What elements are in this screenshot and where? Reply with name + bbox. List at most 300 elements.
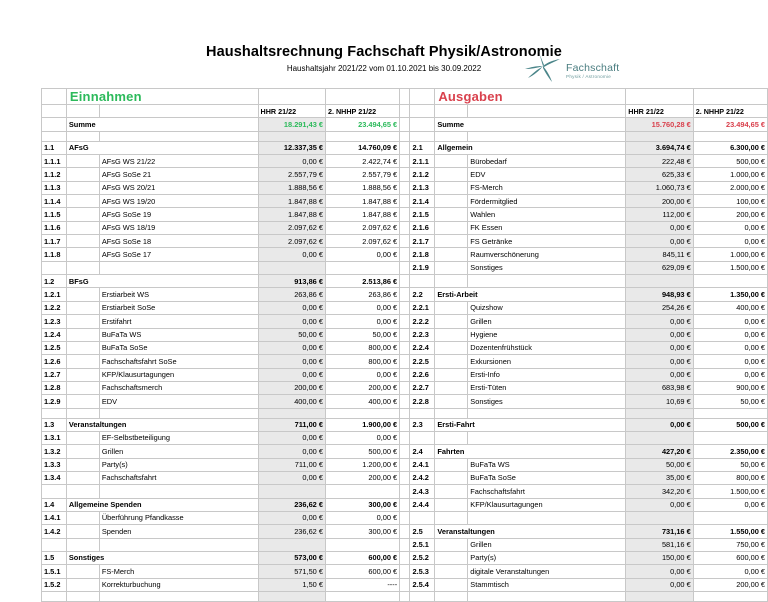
expenses-item-label: FS-Merch bbox=[468, 181, 626, 194]
income-spacer-cell bbox=[42, 592, 67, 602]
income-spacer-cell bbox=[99, 592, 258, 602]
column-gap bbox=[400, 155, 410, 168]
expenses-group-cell bbox=[435, 471, 468, 484]
expenses-item-label: Stammtisch bbox=[468, 578, 626, 591]
expenses-row-id: 2.5.1 bbox=[410, 538, 435, 551]
income-nhhp-value: 0,00 € bbox=[325, 368, 399, 381]
column-gap bbox=[400, 552, 410, 565]
income-hhr-value: 1.847,88 € bbox=[258, 195, 325, 208]
income-group-label: Sonstiges bbox=[66, 552, 258, 565]
table-row bbox=[42, 431, 768, 444]
income-hhr-value: 0,00 € bbox=[258, 445, 325, 458]
income-nhhp-value: 50,00 € bbox=[325, 328, 399, 341]
column-gap bbox=[400, 525, 410, 538]
income-spacer-cell bbox=[66, 485, 99, 498]
table-row bbox=[42, 141, 768, 154]
expenses-group-label: Veranstaltungen bbox=[435, 525, 626, 538]
income-hhr-value: 200,00 € bbox=[258, 381, 325, 394]
income-row-id: 1.2.5 bbox=[42, 341, 67, 354]
expenses-row-id: 2.2 bbox=[410, 288, 435, 301]
column-gap bbox=[400, 485, 410, 498]
income-row-id: 1.2.8 bbox=[42, 381, 67, 394]
summary-row bbox=[42, 118, 768, 131]
expenses-hhr-value: 0,00 € bbox=[626, 328, 693, 341]
income-hhr-header: HHR 21/22 bbox=[258, 105, 325, 118]
table-row bbox=[42, 418, 768, 431]
expenses-group-cell bbox=[435, 355, 468, 368]
income-row-id: 1.1.7 bbox=[42, 235, 67, 248]
table-row bbox=[42, 315, 768, 328]
expenses-hhr-value: 50,00 € bbox=[626, 458, 693, 471]
income-row-id: 1.2.3 bbox=[42, 315, 67, 328]
income-row-id: 1.5 bbox=[42, 552, 67, 565]
expenses-item-label: Party(s) bbox=[468, 552, 626, 565]
expenses-nhhp-value: 200,00 € bbox=[693, 208, 767, 221]
expenses-item-label: Fördermitglied bbox=[468, 195, 626, 208]
income-nhhp-value: 300,00 € bbox=[325, 498, 399, 511]
income-nhhp-value: 2.097,62 € bbox=[325, 221, 399, 234]
expenses-group-cell bbox=[435, 341, 468, 354]
income-hhr-value: 400,00 € bbox=[258, 395, 325, 408]
expenses-spacer-cell bbox=[693, 431, 767, 444]
income-hhr-value: 1.888,56 € bbox=[258, 181, 325, 194]
expenses-group-label: Fahrten bbox=[435, 445, 626, 458]
income-group-cell bbox=[66, 301, 99, 314]
income-nhhp-value: 1.847,88 € bbox=[325, 195, 399, 208]
budget-sheet bbox=[41, 88, 768, 602]
column-gap bbox=[400, 395, 410, 408]
expenses-hhr-value: 948,93 € bbox=[626, 288, 693, 301]
income-summary-label: Summe bbox=[66, 118, 258, 131]
income-hhr-value: 711,00 € bbox=[258, 418, 325, 431]
expenses-spacer-cell bbox=[435, 275, 468, 288]
expenses-hhr-value: 629,09 € bbox=[626, 261, 693, 274]
income-hhr-value: 263,86 € bbox=[258, 288, 325, 301]
expenses-spacer-cell bbox=[626, 431, 693, 444]
expenses-row-id: 2.1.4 bbox=[410, 195, 435, 208]
expenses-group-cell bbox=[435, 315, 468, 328]
income-spacer-cell bbox=[325, 538, 399, 551]
spacer-cell bbox=[325, 89, 399, 105]
expenses-summary-hhr: 15.760,28 € bbox=[626, 118, 693, 131]
income-group-cell bbox=[66, 328, 99, 341]
income-row-id: 1.1.4 bbox=[42, 195, 67, 208]
spacer-cell bbox=[258, 89, 325, 105]
income-spacer-cell bbox=[325, 485, 399, 498]
income-hhr-value: 0,00 € bbox=[258, 155, 325, 168]
expenses-item-label: Bürobedarf bbox=[468, 155, 626, 168]
expenses-row-id: 2.4 bbox=[410, 445, 435, 458]
income-hhr-value: 913,86 € bbox=[258, 275, 325, 288]
column-gap bbox=[400, 315, 410, 328]
income-hhr-value: 0,00 € bbox=[258, 431, 325, 444]
expenses-item-label: FK Essen bbox=[468, 221, 626, 234]
income-group-cell bbox=[66, 431, 99, 444]
expenses-spacer-cell bbox=[435, 511, 468, 524]
spacer-cell bbox=[42, 89, 67, 105]
table-row bbox=[42, 275, 768, 288]
expenses-nhhp-value: 50,00 € bbox=[693, 395, 767, 408]
table-row bbox=[42, 181, 768, 194]
expenses-group-cell bbox=[435, 578, 468, 591]
income-hhr-value: 0,00 € bbox=[258, 301, 325, 314]
expenses-nhhp-value: 900,00 € bbox=[693, 381, 767, 394]
table-row bbox=[42, 261, 768, 274]
income-spacer-cell bbox=[66, 538, 99, 551]
income-hhr-value: 0,00 € bbox=[258, 315, 325, 328]
income-group-cell bbox=[66, 578, 99, 591]
income-item-label: BuFaTa SoSe bbox=[99, 341, 258, 354]
income-hhr-value: 1,50 € bbox=[258, 578, 325, 591]
table-row bbox=[42, 498, 768, 511]
income-summary-nhhp: 23.494,65 € bbox=[325, 118, 399, 131]
expenses-item-label: FS Getränke bbox=[468, 235, 626, 248]
spacer-cell bbox=[42, 105, 67, 118]
expenses-row-id: 2.1.8 bbox=[410, 248, 435, 261]
expenses-nhhp-value: 0,00 € bbox=[693, 341, 767, 354]
income-nhhp-value: 2.422,74 € bbox=[325, 155, 399, 168]
income-spacer-cell bbox=[325, 261, 399, 274]
expenses-hhr-value: 254,26 € bbox=[626, 301, 693, 314]
table-row bbox=[42, 565, 768, 578]
income-spacer-cell bbox=[258, 485, 325, 498]
income-group-cell bbox=[66, 511, 99, 524]
expenses-hhr-value: 0,00 € bbox=[626, 498, 693, 511]
budget-table bbox=[41, 88, 768, 602]
expenses-spacer-cell bbox=[693, 592, 767, 602]
income-spacer-cell bbox=[258, 261, 325, 274]
income-group-cell bbox=[66, 445, 99, 458]
column-gap bbox=[400, 328, 410, 341]
income-spacer-cell bbox=[66, 592, 99, 602]
expenses-hhr-value: 112,00 € bbox=[626, 208, 693, 221]
column-gap bbox=[400, 445, 410, 458]
spacer-cell bbox=[410, 131, 435, 141]
expenses-nhhp-value: 750,00 € bbox=[693, 538, 767, 551]
income-row-id: 1.1.1 bbox=[42, 155, 67, 168]
expenses-group-cell bbox=[435, 208, 468, 221]
fachschaft-logo bbox=[521, 47, 621, 87]
income-row-id: 1.2.1 bbox=[42, 288, 67, 301]
column-gap bbox=[400, 168, 410, 181]
table-row bbox=[42, 168, 768, 181]
table-row bbox=[42, 301, 768, 314]
expenses-item-label: BuFaTa SoSe bbox=[468, 471, 626, 484]
column-gap bbox=[400, 368, 410, 381]
banner-row bbox=[42, 89, 768, 105]
expenses-item-label: Hygiene bbox=[468, 328, 626, 341]
income-hhr-value: 50,00 € bbox=[258, 328, 325, 341]
table-row bbox=[42, 248, 768, 261]
income-item-label: AFsG SoSe 18 bbox=[99, 235, 258, 248]
income-row-id: 1.2.4 bbox=[42, 328, 67, 341]
spacer-cell bbox=[626, 131, 693, 141]
expenses-nhhp-value: 6.300,00 € bbox=[693, 141, 767, 154]
income-group-cell bbox=[66, 208, 99, 221]
expenses-hhr-value: 10,69 € bbox=[626, 395, 693, 408]
expenses-nhhp-value: 1.500,00 € bbox=[693, 261, 767, 274]
table-row bbox=[42, 485, 768, 498]
income-hhr-value: 0,00 € bbox=[258, 248, 325, 261]
expenses-spacer-cell bbox=[693, 511, 767, 524]
expenses-row-id: 2.5.3 bbox=[410, 565, 435, 578]
column-gap bbox=[400, 131, 410, 141]
expenses-nhhp-value: 400,00 € bbox=[693, 301, 767, 314]
income-hhr-value: 2.097,62 € bbox=[258, 235, 325, 248]
income-spacer-cell bbox=[99, 538, 258, 551]
expenses-item-label: Exkursionen bbox=[468, 355, 626, 368]
expenses-group-cell bbox=[435, 328, 468, 341]
expenses-spacer-cell bbox=[435, 431, 468, 444]
income-group-label: Allgemeine Spenden bbox=[66, 498, 258, 511]
expenses-group-cell bbox=[435, 221, 468, 234]
expenses-nhhp-value: 0,00 € bbox=[693, 315, 767, 328]
expenses-row-id: 2.1 bbox=[410, 141, 435, 154]
income-row-id: 1.4.2 bbox=[42, 525, 67, 538]
income-group-label: BFsG bbox=[66, 275, 258, 288]
income-nhhp-value: 500,00 € bbox=[325, 445, 399, 458]
income-hhr-value: 0,00 € bbox=[258, 471, 325, 484]
income-nhhp-value: 2.557,79 € bbox=[325, 168, 399, 181]
income-nhhp-header: 2. NHHP 21/22 bbox=[325, 105, 399, 118]
income-group-label: Veranstaltungen bbox=[66, 418, 258, 431]
expenses-spacer-cell bbox=[626, 408, 693, 418]
spacer-cell bbox=[99, 131, 258, 141]
expenses-hhr-value: 222,48 € bbox=[626, 155, 693, 168]
expenses-nhhp-value: 500,00 € bbox=[693, 155, 767, 168]
expenses-nhhp-value: 1.000,00 € bbox=[693, 168, 767, 181]
spacer-row bbox=[42, 408, 768, 418]
table-row bbox=[42, 381, 768, 394]
expenses-row-id: 2.1.5 bbox=[410, 208, 435, 221]
income-item-label: AFsG WS 20/21 bbox=[99, 181, 258, 194]
income-item-label: AFsG WS 18/19 bbox=[99, 221, 258, 234]
page-subtitle: Haushaltsjahr 2021/22 vom 01.10.2021 bis 30.09.2022 bbox=[286, 64, 482, 73]
expenses-row-id: 2.4.1 bbox=[410, 458, 435, 471]
income-row-id: 1.1 bbox=[42, 141, 67, 154]
column-gap bbox=[400, 355, 410, 368]
expenses-nhhp-value: 0,00 € bbox=[693, 355, 767, 368]
income-row-id: 1.1.2 bbox=[42, 168, 67, 181]
expenses-summary-nhhp: 23.494,65 € bbox=[693, 118, 767, 131]
spacer-cell bbox=[410, 89, 435, 105]
expenses-hhr-value: 200,00 € bbox=[626, 195, 693, 208]
spacer-cell bbox=[42, 118, 67, 131]
column-gap bbox=[400, 208, 410, 221]
expenses-hhr-value: 35,00 € bbox=[626, 471, 693, 484]
income-nhhp-value: 2.097,62 € bbox=[325, 235, 399, 248]
expenses-nhhp-value: 2.350,00 € bbox=[693, 445, 767, 458]
income-hhr-value: 0,00 € bbox=[258, 355, 325, 368]
table-row bbox=[42, 471, 768, 484]
income-row-id: 1.4.1 bbox=[42, 511, 67, 524]
expenses-hhr-value: 150,00 € bbox=[626, 552, 693, 565]
expenses-summary-label: Summe bbox=[435, 118, 626, 131]
expenses-nhhp-value: 200,00 € bbox=[693, 578, 767, 591]
expenses-spacer-cell bbox=[410, 431, 435, 444]
column-header-row bbox=[42, 105, 768, 118]
income-nhhp-value: 1.200,00 € bbox=[325, 458, 399, 471]
income-hhr-value: 711,00 € bbox=[258, 458, 325, 471]
income-nhhp-value: 14.760,09 € bbox=[325, 141, 399, 154]
expenses-group-cell bbox=[435, 195, 468, 208]
income-nhhp-value: 800,00 € bbox=[325, 341, 399, 354]
expenses-spacer-cell bbox=[435, 592, 468, 602]
table-row bbox=[42, 552, 768, 565]
income-item-label: AFsG WS 21/22 bbox=[99, 155, 258, 168]
column-gap bbox=[400, 221, 410, 234]
column-gap bbox=[400, 341, 410, 354]
income-hhr-value: 2.097,62 € bbox=[258, 221, 325, 234]
income-nhhp-value: 200,00 € bbox=[325, 471, 399, 484]
column-gap bbox=[400, 498, 410, 511]
expenses-nhhp-value: 0,00 € bbox=[693, 235, 767, 248]
table-row bbox=[42, 221, 768, 234]
expenses-hhr-value: 0,00 € bbox=[626, 315, 693, 328]
expenses-row-id: 2.5.4 bbox=[410, 578, 435, 591]
column-gap bbox=[400, 118, 410, 131]
expenses-group-cell bbox=[435, 458, 468, 471]
income-spacer-cell bbox=[99, 261, 258, 274]
income-row-id: 1.3.2 bbox=[42, 445, 67, 458]
logo-name: Fachschaft bbox=[566, 62, 620, 74]
expenses-item-label: Ersti-Info bbox=[468, 368, 626, 381]
income-group-cell bbox=[66, 168, 99, 181]
income-group-cell bbox=[66, 381, 99, 394]
table-row bbox=[42, 458, 768, 471]
income-nhhp-value: 263,86 € bbox=[325, 288, 399, 301]
expenses-row-id: 2.2.4 bbox=[410, 341, 435, 354]
income-item-label: Erstiarbeit SoSe bbox=[99, 301, 258, 314]
spacer-cell bbox=[693, 131, 767, 141]
expenses-row-id: 2.5.2 bbox=[410, 552, 435, 565]
expenses-spacer-cell bbox=[410, 511, 435, 524]
expenses-item-label: Fachschaftsfahrt bbox=[468, 485, 626, 498]
income-item-label: EF-Selbstbeteiligung bbox=[99, 431, 258, 444]
income-row-id: 1.2.9 bbox=[42, 395, 67, 408]
income-nhhp-value: 400,00 € bbox=[325, 395, 399, 408]
income-item-label: AFsG SoSe 17 bbox=[99, 248, 258, 261]
expenses-item-label: Quizshow bbox=[468, 301, 626, 314]
income-group-cell bbox=[66, 181, 99, 194]
expenses-group-cell bbox=[435, 552, 468, 565]
income-item-label: Spenden bbox=[99, 525, 258, 538]
income-item-label: Party(s) bbox=[99, 458, 258, 471]
page-title: Haushaltsrechnung Fachschaft Physik/Astronomie bbox=[206, 44, 562, 60]
column-gap bbox=[400, 431, 410, 444]
expenses-group-cell bbox=[435, 248, 468, 261]
column-gap bbox=[400, 89, 410, 105]
expenses-hhr-value: 0,00 € bbox=[626, 355, 693, 368]
income-row-id: 1.3.3 bbox=[42, 458, 67, 471]
income-item-label: Fachschaftsfahrt SoSe bbox=[99, 355, 258, 368]
expenses-nhhp-value: 1.000,00 € bbox=[693, 248, 767, 261]
expenses-item-label: Dozentenfrühstück bbox=[468, 341, 626, 354]
expenses-spacer-cell bbox=[468, 408, 626, 418]
income-spacer-cell bbox=[42, 408, 67, 418]
income-spacer-cell bbox=[66, 261, 99, 274]
expenses-row-id: 2.2.5 bbox=[410, 355, 435, 368]
column-gap bbox=[400, 565, 410, 578]
expenses-nhhp-value: 2.000,00 € bbox=[693, 181, 767, 194]
expenses-group-label: Allgemein bbox=[435, 141, 626, 154]
expenses-nhhp-header: 2. NHHP 21/22 bbox=[693, 105, 767, 118]
expenses-spacer-cell bbox=[410, 592, 435, 602]
table-row bbox=[42, 288, 768, 301]
income-item-label: Grillen bbox=[99, 445, 258, 458]
income-group-cell bbox=[66, 341, 99, 354]
expenses-item-label: KFP/Klausurtagungen bbox=[468, 498, 626, 511]
expenses-spacer-cell bbox=[468, 511, 626, 524]
table-row bbox=[42, 341, 768, 354]
income-hhr-value: 0,00 € bbox=[258, 511, 325, 524]
spacer-cell bbox=[258, 131, 325, 141]
expenses-nhhp-value: 0,00 € bbox=[693, 368, 767, 381]
column-gap bbox=[400, 248, 410, 261]
column-gap bbox=[400, 381, 410, 394]
income-nhhp-value: 300,00 € bbox=[325, 525, 399, 538]
spacer-cell bbox=[410, 118, 435, 131]
income-nhhp-value: 0,00 € bbox=[325, 315, 399, 328]
expenses-group-cell bbox=[435, 301, 468, 314]
expenses-hhr-value: 845,11 € bbox=[626, 248, 693, 261]
income-hhr-value: 236,62 € bbox=[258, 525, 325, 538]
expenses-row-id: 2.1.6 bbox=[410, 221, 435, 234]
income-spacer-cell bbox=[42, 538, 67, 551]
expenses-hhr-value: 0,00 € bbox=[626, 565, 693, 578]
income-spacer-cell bbox=[99, 408, 258, 418]
income-row-id: 1.4 bbox=[42, 498, 67, 511]
income-group-label: AFsG bbox=[66, 141, 258, 154]
spacer-cell bbox=[468, 131, 626, 141]
income-spacer-cell bbox=[42, 485, 67, 498]
table-row bbox=[42, 208, 768, 221]
expenses-hhr-value: 0,00 € bbox=[626, 368, 693, 381]
income-group-cell bbox=[66, 471, 99, 484]
income-group-cell bbox=[66, 395, 99, 408]
income-hhr-value: 2.557,79 € bbox=[258, 168, 325, 181]
income-item-label: AFsG SoSe 21 bbox=[99, 168, 258, 181]
income-row-id: 1.2.7 bbox=[42, 368, 67, 381]
income-row-id: 1.2.2 bbox=[42, 301, 67, 314]
table-row bbox=[42, 235, 768, 248]
pinwheel-icon bbox=[521, 47, 567, 87]
column-gap bbox=[400, 301, 410, 314]
income-hhr-value: 236,62 € bbox=[258, 498, 325, 511]
expenses-item-label: digitale Veranstaltungen bbox=[468, 565, 626, 578]
income-row-id: 1.1.5 bbox=[42, 208, 67, 221]
expenses-row-id: 2.3 bbox=[410, 418, 435, 431]
income-spacer-cell bbox=[325, 592, 399, 602]
income-group-cell bbox=[66, 248, 99, 261]
expenses-hhr-value: 731,16 € bbox=[626, 525, 693, 538]
expenses-row-id: 2.5 bbox=[410, 525, 435, 538]
expenses-hhr-value: 1.060,73 € bbox=[626, 181, 693, 194]
expenses-spacer-cell bbox=[626, 592, 693, 602]
expenses-row-id: 2.1.1 bbox=[410, 155, 435, 168]
income-spacer-cell bbox=[258, 408, 325, 418]
table-row bbox=[42, 578, 768, 591]
income-nhhp-value: ---- bbox=[325, 578, 399, 591]
expenses-hhr-value: 0,00 € bbox=[626, 235, 693, 248]
expenses-nhhp-value: 1.550,00 € bbox=[693, 525, 767, 538]
income-group-cell bbox=[66, 368, 99, 381]
expenses-group-cell bbox=[435, 565, 468, 578]
expenses-row-id: 2.1.9 bbox=[410, 261, 435, 274]
expenses-row-id: 2.2.8 bbox=[410, 395, 435, 408]
expenses-group-cell bbox=[435, 235, 468, 248]
income-nhhp-value: 0,00 € bbox=[325, 248, 399, 261]
